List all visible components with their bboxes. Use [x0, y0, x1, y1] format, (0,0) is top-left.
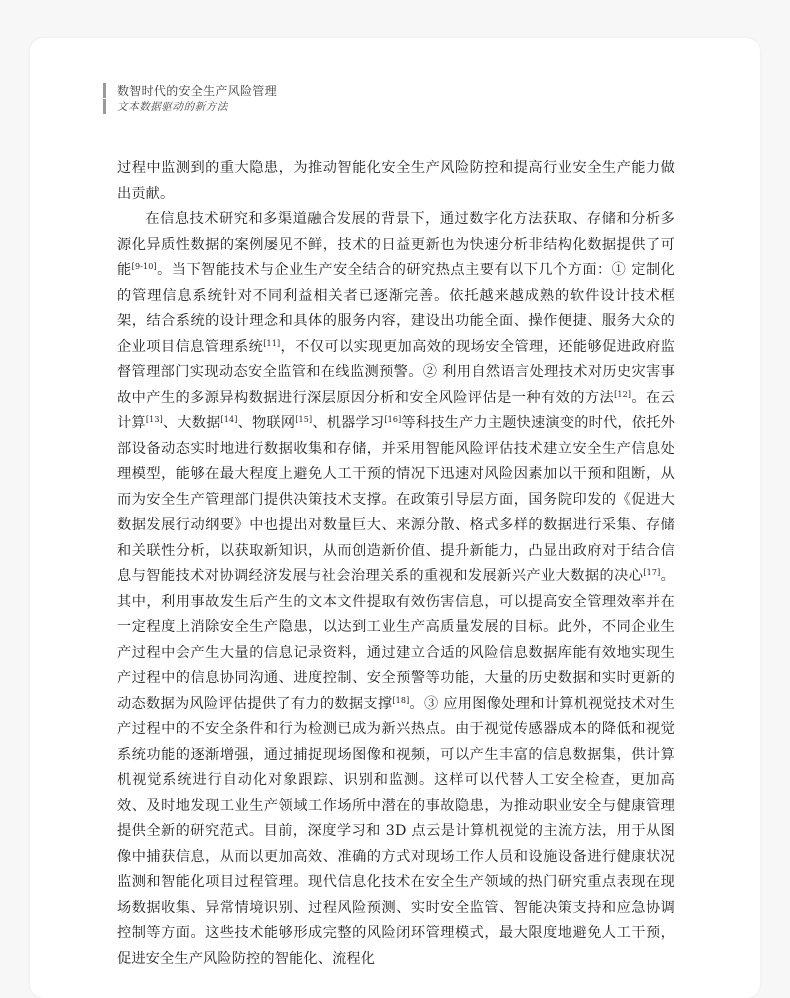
header-bar: [103, 99, 106, 114]
body-text: [117, 156, 675, 972]
book-subtitle: 文本数据驱动的新方法: [117, 100, 228, 113]
text-run: 等科技生产力主题快速演变的时代，依托外部设备动态实时地进行数据收集和存储，并采用智能风险评估技术建立安全生产信息处理模型，能够在最大程度上避免人工干预的情况下迅速对风险因素加以干预和阻断，从而为安全生产管理部门提供决策技术支撑。在政策引导层方面，国务院印发的《促进大数据发展行动纲要》中也提出对数量巨大、来源分散、格式多样的数据进行采集、存储和关联性分析，以获取新知识，从而创造新价值、提升新能力，凸显出政府对于结合信息与智能技术对协调经济发展与社会治理关系的重视和发展新兴产业大数据的决心: [117, 415, 675, 584]
paragraph-main: [117, 207, 675, 972]
header-title-line: [103, 82, 277, 98]
citation: [15]: [295, 415, 313, 424]
text-run: 。③ 应用图像处理和计算机视觉技术对生产过程中的不安全条件和行为检测已成为新兴热点。由于视觉传感器成本的降低和视觉系统功能的逐渐增强，通过捕捉现场图像和视频，可以产生丰富的信息数据集，供计算机视觉系统进行自动化对象跟踪、识别和监测。这样可以代替人工安全检查，更加高效、及时地发现工业生产领域工作场所中潜在的事故隐患，为推动职业安全与健康管理提供全新的研究范式。目前，深度学习和 3D 点云是计算机视觉的主流方法，用于从图像中捕获信息，从而以更加高效、准确的方式对现场工作人员和设施设备进行健康状况监测和智能化项目过程管理。现代信息化技术在安全生产领域的热门研究重点表现在现场数据收集、异常情境识别、过程风险预测、实时安全监管、智能决策支持和应急协调控制等方面。这些技术能够形成完整的风险闭环管理模式，最大限度地避免人工干预，促进安全生产风险防控的智能化、流程化: [117, 695, 675, 967]
book-page: [30, 38, 760, 998]
text-run: 、大数据: [162, 415, 221, 431]
text-run: 、物联网: [237, 415, 296, 431]
citation: [16]: [384, 415, 402, 424]
header-bar: [103, 83, 106, 98]
running-header: [103, 82, 277, 114]
citation: [14]: [220, 415, 238, 424]
text-run: 。当下智能技术与企业生产安全结合的研究热点主要有以下几个方面：① 定制化的管理信息系统针对不同利益相关者已逐渐完善。依托越来越成熟的软件设计技术框架，结合系统的设计理念和具体的服务内容，建设出功能全面、操作便捷、服务大众的企业项目信息管理系统: [117, 262, 675, 355]
text-run: 过程中监测到的重大隐患，为推动智能化安全生产风险防控和提高行业安全生产能力做出贡献。: [117, 160, 675, 202]
book-title: 数智时代的安全生产风险管理: [117, 83, 277, 98]
citation: [11]: [263, 338, 281, 348]
text-run: 。其中，利用事故发生后产生的文本文件提取有效伤害信息，可以提高安全管理效率并在一定程度上消除安全生产隐患，以达到工业生产高质量发展的目标。此外，不同企业生产过程中会产生大量的信息记录资料，通过建立合适的风险信息数据库能有效地实现生产过程中的信息协同沟通、进度控制、安全预警等功能，大量的历史数据和实时更新的动态数据为风险评估提供了有力的数据支撑: [117, 568, 675, 712]
text-run: 在信息技术研究和多渠道融合发展的背景下，通过数字化方法获取、存储和分析多源化异质性数据的案例屡见不鲜，技术的日益更新也为快速分析非结构化数据提供了可能: [117, 211, 675, 278]
paragraph-continued: [117, 156, 675, 207]
citation: [13]: [145, 415, 163, 424]
text-run: ，不仅可以实现更加高效的现场安全管理，还能够促进政府监督管理部门实现动态安全监管和在线监测预警。② 利用自然语言处理技术对历史灾害事故中产生的多源异构数据进行深层原因分析和安全风险评估是一种有效的方法: [117, 338, 675, 406]
text-run: 、机器学习: [312, 415, 385, 431]
header-subtitle-line: [103, 98, 277, 114]
citation: [17]: [643, 568, 661, 577]
citation: [9-10]: [131, 262, 157, 271]
citation: [18]: [392, 695, 410, 705]
text-run: 。在云计算: [117, 389, 676, 431]
citation: [12]: [614, 389, 632, 399]
